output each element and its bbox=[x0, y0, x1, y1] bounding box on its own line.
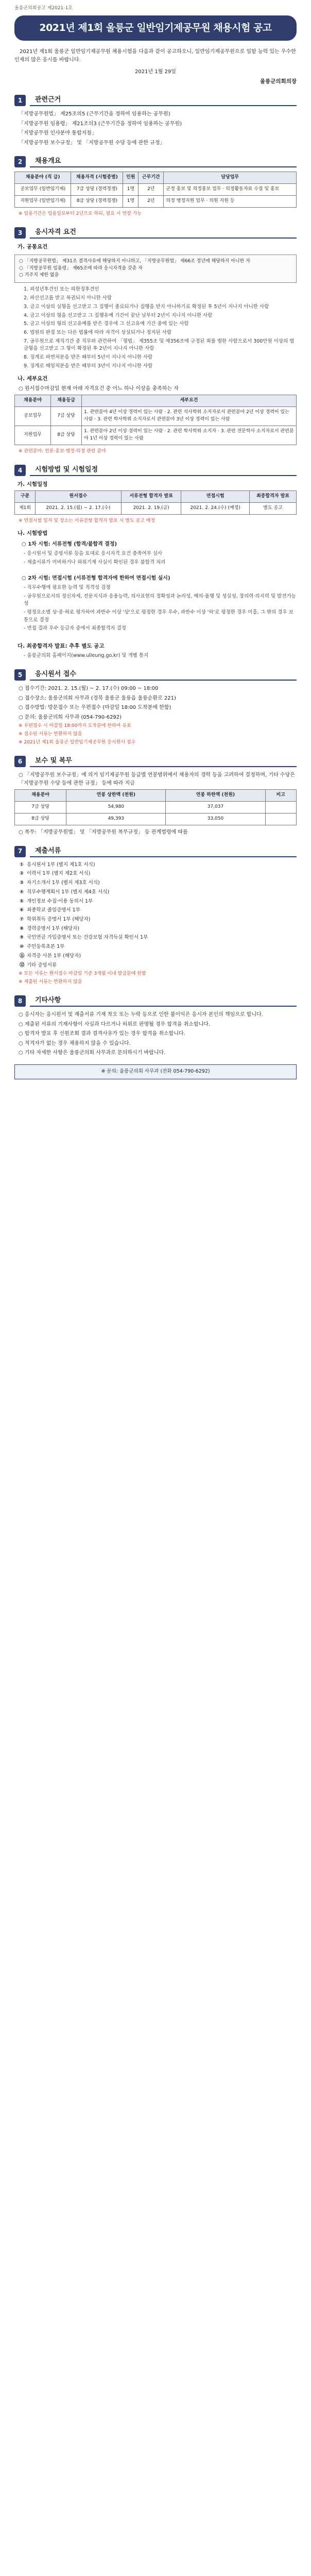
document-item: ⑤ 개인정보 수집·이용 동의서 1부 bbox=[20, 898, 93, 904]
application-item: ○ 접수방법: 방문접수 또는 우편접수 (마감일 18:00 도착분에 한함) bbox=[19, 705, 171, 711]
table-cell: 2년 bbox=[139, 184, 164, 196]
step-item: - 응시원서 및 증빙서류 등을 토대로 응시자격 요건 충족여부 심사 bbox=[24, 550, 163, 556]
document-item: ⑩ 주민등록초본 1부 bbox=[20, 944, 65, 950]
section-2-header bbox=[14, 156, 297, 167]
step-item: - 울릉군의회 홈페이지(www.ulleung.go.kr) 및 개별 통지 bbox=[24, 653, 149, 659]
basis-item: 「지방공무원 보수규정」 및 「지방공무원 수당 등에 관한 규정」 bbox=[19, 140, 165, 146]
document-item: ③ 자기소개서 1부 (별지 제3호 서식) bbox=[20, 880, 100, 886]
section-2-number: 2 bbox=[14, 156, 26, 167]
document-item: ⑥ 최종학교 졸업증명서 1부 bbox=[20, 907, 80, 913]
disqualification-item: 5. 금고 이상의 형의 선고유예를 받은 경우에 그 선고유예 기간 중에 있는 사람 bbox=[24, 321, 189, 327]
requirements-note: ※ 관련분야: 언론·홍보·행정·의정 관련 분야 bbox=[19, 449, 106, 454]
application-item: ○ 문의: 울릉군의회 사무과 (054-790-6292) bbox=[19, 714, 122, 720]
notice-org: 울릉군의회의장 bbox=[260, 78, 297, 84]
document-item: ② 이력서 1부 (별지 제2호 서식) bbox=[20, 871, 91, 877]
disqualification-item: 7. 공무원으로 재직기간 중 직무와 관련하여 「형법」 제355조 및 제356조에 규정된 죄를 범한 사람으로서 300만원 이상의 벌금형을 선고받고 그 형이 확정된 후 2년이 지나지 아니한 사람 bbox=[24, 338, 295, 352]
section-4-header bbox=[14, 465, 297, 476]
table-header: 최종합격자 발표 bbox=[249, 491, 296, 503]
misc-item: ○ 적격자가 없는 경우 채용하지 않을 수 있습니다. bbox=[19, 1040, 131, 1046]
subsection-title: 나. 세부요건 bbox=[18, 375, 48, 382]
section-1-number: 1 bbox=[14, 95, 26, 106]
table-cell: 공보업무 (일반임기제) bbox=[15, 184, 71, 196]
disqualification-item: 4. 금고 이상의 형을 선고받고 그 집행유예 기간이 끝난 날부터 2년이 지나지 아니한 사람 bbox=[24, 312, 213, 318]
table-cell: 1. 관련분야 4년 이상 경력이 있는 사람 · 2. 관련 석사학위 소지자로서 관련분야 2년 이상 경력이 있는 사람 · 3. 관련 학사학위 소지자로서 관련분야 3년 이상 경력이 있는 사람 bbox=[82, 407, 297, 426]
table-cell: 7급 상당 bbox=[15, 802, 66, 814]
section-8-number: 8 bbox=[14, 995, 26, 1007]
table-row bbox=[15, 426, 297, 445]
table-row bbox=[15, 184, 297, 196]
table-header: 면접시험 bbox=[181, 491, 250, 503]
table-header: 담당업무 bbox=[164, 172, 297, 184]
step-item: - 평정요소별 상·중·하로 평가하여 과반수 이상 '상'으로 평정한 경우 우수, 과반수 이상 '하'로 평정한 경우 미흡, 그 밖의 경우 보통으로 결정 bbox=[24, 609, 293, 623]
section-7-header bbox=[14, 846, 297, 857]
table-cell bbox=[265, 814, 296, 825]
section-5-number: 5 bbox=[14, 669, 26, 681]
section-5-header bbox=[14, 669, 297, 681]
section-7-title: 제출서류 bbox=[30, 846, 297, 857]
step-title: ○ 2차 시험: 면접시험 (서류전형 합격자에 한하여 면접시험 실시) bbox=[22, 575, 170, 582]
section-8-header bbox=[14, 995, 297, 1007]
section-4-title: 시험방법 및 시험일정 bbox=[30, 465, 297, 476]
service-note: ○ 복무: 「지방공무원법」 및 「지방공무원 복무규정」 등 관계법령에 따름 bbox=[19, 829, 188, 836]
disqualification-item: 2. 파산선고를 받고 복권되지 아니한 사람 bbox=[24, 295, 112, 301]
section-7-number: 7 bbox=[14, 846, 26, 857]
table-cell: 2021. 2. 19.(금) bbox=[121, 503, 181, 515]
common-requirements-box bbox=[14, 255, 297, 283]
application-note: ※ 접수된 서류는 반환하지 않음 bbox=[19, 732, 82, 737]
documents-note: ※ 모든 서류는 원서접수 마감일 기준 3개월 이내 발급분에 한함 bbox=[19, 971, 146, 977]
subsection-title: 가. 공통요건 bbox=[18, 244, 48, 250]
document-item: ⑪ 자격증 사본 1부 (해당자) bbox=[20, 953, 81, 959]
table-cell: 1명 bbox=[123, 184, 139, 196]
subsection-title: 다. 최종합격자 발표: 추후 별도 공고 bbox=[18, 643, 105, 650]
table-cell: 의정 행정지원 업무 · 의원 지원 등 bbox=[164, 196, 297, 208]
step-item: - 면접 결과 우수 등급자 중에서 최종합격자 결정 bbox=[24, 625, 126, 632]
table-row bbox=[15, 196, 297, 208]
table-cell: 1. 관련분야 2년 이상 경력이 있는 사람 · 2. 관련 학사학위 소지자 · 3. 관련 전문학사 소지자로서 관련분야 1년 이상 경력이 있는 사람 bbox=[82, 426, 297, 445]
recruit-overview-table bbox=[14, 172, 297, 208]
table-header: 채용분야 bbox=[15, 790, 66, 802]
misc-item: ○ 기타 자세한 사항은 울릉군의회 사무과로 문의하시기 바랍니다. bbox=[19, 1050, 166, 1056]
table-cell: 54,980 bbox=[66, 802, 166, 814]
table-cell bbox=[265, 802, 296, 814]
notice-number: 울릉군의회공고 제2021-1호 bbox=[14, 6, 73, 11]
table-cell: 7급 상당 (경력경쟁) bbox=[71, 184, 123, 196]
document-item: ⑨ 국민연금 가입증명서 또는 건강보험 자격득실 확인서 1부 bbox=[20, 935, 148, 941]
table-cell: 지원업무 (일반임기제) bbox=[15, 196, 71, 208]
detailed-requirements-table bbox=[14, 395, 297, 445]
table-header: 근무기간 bbox=[139, 172, 164, 184]
section-3-header bbox=[14, 227, 297, 239]
section-1-header bbox=[14, 95, 297, 106]
table-header: 채용분야 (직 급) bbox=[15, 172, 71, 184]
document-item: ⑧ 경력증명서 1부 (해당자) bbox=[20, 925, 80, 931]
table-cell: 별도 공고 bbox=[249, 503, 296, 515]
section-3-number: 3 bbox=[14, 227, 26, 239]
section-6-title: 보수 및 복무 bbox=[30, 756, 297, 767]
misc-item: ○ 합격자 발표 후 신원조회 결과 결격사유가 있는 경우 합격을 취소합니다. bbox=[19, 1031, 185, 1037]
requirement-line: ○ 거주지 제한 없음 bbox=[19, 273, 59, 278]
document-item: ⑦ 학위취득 증명서 1부 (해당자) bbox=[20, 917, 91, 923]
document-item: ④ 직무수행계획서 1부 (별지 제4호 서식) bbox=[20, 889, 110, 895]
basis-item: 「지방공무원 임용령」 제21조의3 (근무기간을 정하여 임용하는 공무원) bbox=[19, 121, 182, 127]
step-title: ○ 1차 시험: 서류전형 (합격/불합격 결정) bbox=[22, 541, 117, 548]
table-cell: 2021. 2. 15.(월) ~ 2. 17.(수) bbox=[36, 503, 122, 515]
application-note: ※ 우편접수 시 마감일 18:00까지 도착분에 한하여 유효 bbox=[19, 723, 131, 729]
table-header: 구분 bbox=[15, 491, 36, 503]
contact-footer: ※ 문의: 울릉군의회 사무과 (전화 054-790-6292) bbox=[14, 1064, 297, 1079]
table-header: 인원 bbox=[123, 172, 139, 184]
misc-item: ○ 제출된 서류의 기재사항이 사실과 다르거나 허위로 판명될 경우 합격을 취소합니다. bbox=[19, 1021, 211, 1027]
basis-item: 「지방공무원법」 제25조의5 (근무기간을 정하여 임용하는 공무원) bbox=[19, 111, 170, 117]
detail-description: ○ 원서접수마감일 현재 아래 자격요건 중 어느 하나 이상을 충족하는 자 bbox=[19, 385, 179, 392]
step-item: - 공무원으로서의 정신자세, 전문지식과 응용능력, 의사표현의 정확성과 논리성, 예의·품행 및 성실성, 창의력·의지력 및 발전가능성 bbox=[24, 593, 296, 607]
document-item: ⑫ 기타 증빙서류 bbox=[20, 962, 57, 968]
table-cell: 군정 홍보 및 의정홍보 업무 · 의정활동자료 수집 및 홍보 bbox=[164, 184, 297, 196]
disqualification-item: 3. 금고 이상의 실형을 선고받고 그 집행이 종료되거나 집행을 받지 아니하기로 확정된 후 5년이 지나지 아니한 사람 bbox=[24, 303, 269, 310]
section-1-title: 관련근거 bbox=[30, 95, 297, 106]
section-5-title: 응시원서 접수 bbox=[30, 669, 297, 681]
application-item: ○ 접수기간: 2021. 2. 15.(월) ~ 2. 17.(수) 09:00 ~ 18:00 bbox=[19, 686, 159, 692]
section-8-title: 기타사항 bbox=[30, 995, 297, 1007]
table-cell: 37,037 bbox=[166, 802, 265, 814]
disqualification-item: 1. 피성년후견인 또는 피한정후견인 bbox=[24, 286, 99, 293]
table-cell: 1명 bbox=[123, 196, 139, 208]
intro-text: 2021년 제1회 울릉군 일반임기제공무원 채용시험을 다음과 같이 공고하오니, 일반임기제공무원으로 일할 능력 있는 우수한 인재의 많은 응시를 바랍니다. bbox=[14, 49, 296, 63]
subsection-title: 나. 시험방법 bbox=[18, 530, 48, 537]
schedule-table bbox=[14, 490, 297, 515]
table-cell: 7급 상당 bbox=[51, 407, 82, 426]
misc-item: ○ 응시자는 응시원서 및 제출서류 기재 착오 또는 누락 등으로 인한 불이익은 응시자 본인의 책임으로 합니다. bbox=[19, 1012, 263, 1018]
table-row bbox=[15, 407, 297, 426]
section-6-number: 6 bbox=[14, 756, 26, 767]
requirement-line: ○ 「지방공무원 임용령」 제65조에 따라 응시자격을 갖춘 자 bbox=[19, 265, 143, 271]
section-3-title: 응시자격 요건 bbox=[30, 227, 297, 239]
section-2-title: 채용개요 bbox=[30, 156, 297, 167]
pay-description: ○ 「지방공무원 보수규정」에 의거 임기제공무원 등급별 연봉범위에서 채용자의 경력 등을 고려하여 결정하며, 기타 수당은 「지방공무원 수당 등에 관한 규정」 등에 따라 지급 bbox=[19, 772, 295, 786]
table-cell: 2년 bbox=[139, 196, 164, 208]
application-note: ※ 2021년 제1회 울릉군 일반임기제공무원 응시원서 접수 bbox=[19, 740, 136, 745]
table-header: 채용분야 bbox=[15, 395, 51, 407]
table-header: 연봉 상한액 (천원) bbox=[66, 790, 166, 802]
section-6-header bbox=[14, 756, 297, 767]
document-item: ① 응시원서 1부 (별지 제1호 서식) bbox=[20, 861, 95, 868]
table-header: 서류전형 합격자 발표 bbox=[121, 491, 181, 503]
application-item: ○ 접수장소: 울릉군의회 사무과 (경북 울릉군 울릉읍 울릉순환로 221) bbox=[19, 695, 176, 701]
table-header: 채용등급 bbox=[51, 395, 82, 407]
table-cell: 8급 상당 bbox=[51, 426, 82, 445]
notice-date: 2021년 1월 29일 bbox=[135, 69, 176, 75]
table-header: 연봉 하한액 (천원) bbox=[166, 790, 265, 802]
disqualification-item: 8. 징계로 파면처분을 받은 때부터 5년이 지나지 아니한 사람 bbox=[24, 354, 153, 361]
step-item: - 직무수행에 필요한 능력 및 적격성 검정 bbox=[24, 584, 111, 590]
requirement-line: ○ 「지방공무원법」 제31조 결격사유에 해당하지 아니하고, 「지방공무원법」 제66조 정년에 해당하지 아니한 자 bbox=[19, 258, 250, 264]
documents-note: ※ 제출된 서류는 반환하지 않음 bbox=[19, 979, 82, 985]
table-header: 비고 bbox=[265, 790, 296, 802]
table-cell: 2021. 2. 24.(수) (예정) bbox=[181, 503, 250, 515]
table-cell: 제1회 bbox=[15, 503, 36, 515]
table-cell: 8급 상당 bbox=[15, 814, 66, 825]
step-item: - 제출서류가 미비하거나 허위기재 사실이 확인된 경우 불합격 처리 bbox=[24, 559, 166, 565]
table-row bbox=[15, 814, 297, 825]
pay-table bbox=[14, 789, 297, 825]
table-cell: 33,050 bbox=[166, 814, 265, 825]
page-title: 2021년 제1회 울릉군 일반임기제공무원 채용시험 공고 bbox=[14, 15, 297, 41]
table-header: 원서접수 bbox=[36, 491, 122, 503]
disqualification-item: 9. 징계로 해임처분을 받은 때부터 3년이 지나지 아니한 사람 bbox=[24, 363, 153, 369]
overview-note: ※ 임용기간은 임용일로부터 2년으로 하되, 필요 시 연장 가능 bbox=[19, 211, 142, 217]
table-cell: 지원업무 bbox=[15, 426, 51, 445]
table-cell: 공보업무 bbox=[15, 407, 51, 426]
subsection-title: 가. 시험일정 bbox=[18, 481, 48, 488]
basis-item: 「지방공무원 인사분야 통합지침」 bbox=[19, 130, 97, 137]
table-cell: 49,393 bbox=[66, 814, 166, 825]
table-header: 채용자격 (시험종별) bbox=[71, 172, 123, 184]
table-cell: 8급 상당 (경력경쟁) bbox=[71, 196, 123, 208]
table-row bbox=[15, 802, 297, 814]
table-header: 세부요건 bbox=[82, 395, 297, 407]
disqualification-item: 6. 법원의 판결 또는 다른 법률에 따라 자격이 상실되거나 정지된 사람 bbox=[24, 329, 172, 335]
table-row bbox=[15, 503, 297, 515]
schedule-note: ※ 면접시험 일자 및 장소는 서류전형 합격자 발표 시 별도 공고 예정 bbox=[19, 518, 156, 524]
section-4-number: 4 bbox=[14, 465, 26, 476]
